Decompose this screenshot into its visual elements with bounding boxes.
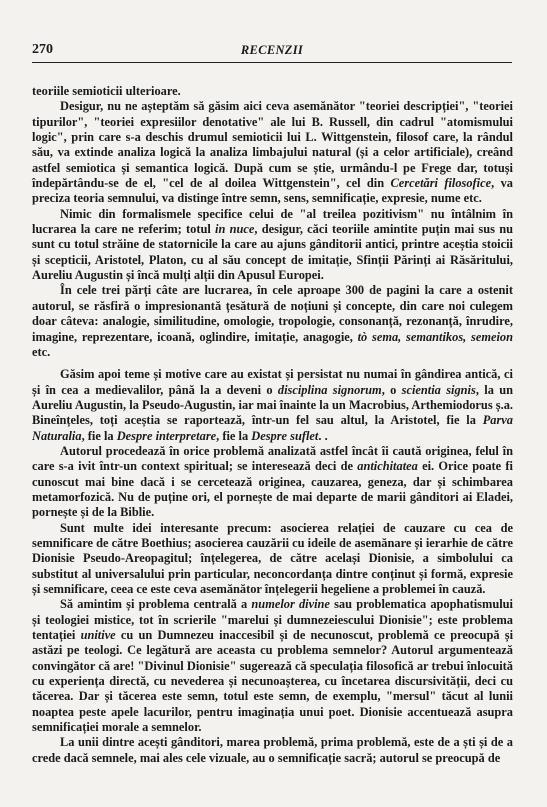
text-run: etc. bbox=[32, 344, 51, 359]
page-header bbox=[32, 42, 512, 62]
italic-text: Parva Naturalia bbox=[32, 413, 513, 443]
paragraph bbox=[32, 367, 513, 444]
text-run: ei. Orice poate fi cunoscut mai bine dacă i se cercetează originea, cauzarea, geneza, dar și schimbarea metamorfozică. Nu de puține ori, el pornește de mai departe de marii gânditori ai Eladei, pornește și de la Biblie. bbox=[32, 459, 513, 520]
paragraph bbox=[32, 735, 513, 766]
body-text bbox=[32, 84, 513, 766]
text-run: La unii dintre acești gânditori, marea problemă, prima problemă, este de a ști și de a crede dacă semnele, mai ales cele vizuale, au o semnificație sacră; autorul se preocupă de bbox=[32, 735, 513, 765]
italic-text: antichitatea bbox=[357, 459, 418, 474]
running-title: RECENZII bbox=[240, 43, 304, 57]
paragraph bbox=[32, 99, 513, 206]
text-run: , fie la bbox=[216, 428, 252, 443]
italic-text: unitive bbox=[80, 628, 116, 643]
italic-text: Cercetări filosofice bbox=[390, 176, 492, 191]
text-run: sau problematica apophatismului și teologiei mistice, tot în scrierile "marelui și dumnezeiescului Dionisie"; este problema tentației bbox=[32, 597, 513, 643]
italic-text: numelor divine bbox=[251, 597, 330, 612]
text-run: În cele trei părți câte are lucrarea, în cele aproape 300 de pagini la care a ostenit autorul, se răsfiră o impresionantă țesătură de noțiuni și concepte, din care noi culegem doar câteva: analogie, similitudine, omologie, tropologie, consonanță, rezonanță, înrudire, imagine, reprezentare, icoană, oglindire, imitație, anagogie, bbox=[32, 283, 513, 344]
text-run: Desigur, nu ne așteptăm să găsim aici ceva asemănător "teoriei descripției", "teoriei tipurilor", "teoriei expresiilor denotative" ale lui B. Russell, din cadrul "atomismului logic", prin care s-a deschis drumul semioticii lui L. Wittgenstein, filosof care, la rândul său, va extinde analiza logică la analiza limbajului natural (și a celor artificiale), creând astfel semiotica și semantica logică. După cum se știe, urmându-l pe Frege dar, totuși îndepărtându-se de el, "cel de al doilea Wittgenstein", cel din bbox=[32, 99, 513, 191]
paragraph bbox=[32, 444, 513, 521]
text-run: Autorul procedează în orice problemă analizată astfel încât îi caută originea, felul în care s-a ivit într-un context spiritual; se interesează deci de bbox=[32, 443, 513, 474]
text-run: . . bbox=[318, 428, 328, 443]
header-rule bbox=[32, 62, 512, 63]
text-run: Găsim apoi teme și motive care au existat și persistat nu numai în gândirea antică, ci și în cea a medievalilor, până la a deveni o bbox=[32, 367, 513, 397]
text-run: cu un Dumnezeu inaccesibil și de necunoscut, problemă ce preocupă și astăzi pe teologi. Ce legătură are aceasta cu problema semnelor? Autorul argumentează convingător că are! "Divinul Dionisie" sugerează că speculația filosofică ar trebui înlocuită cu experiența directă, cu nevederea și necunoașterea, cu încetarea discursivității, deci cu tăcerea. Dar și tăcerea este semn, totul este semn, de exemplu, "mersul" tăcut al lunii noaptea peste apele lacurilor, pentru imaginația unui poet. Dionisie accentuează asupra semnificației morale a semnelor. bbox=[32, 628, 514, 735]
text-run: teoriile semioticii ulterioare. bbox=[32, 84, 181, 98]
text-run: Să amintim și problema centrală a bbox=[60, 597, 252, 612]
italic-text: disciplina signorum bbox=[277, 382, 382, 397]
text-run: , va preciza teoria semnului, va distinge între semn, sens, semnificație, expresie, nume etc. bbox=[32, 176, 513, 206]
text-run: Nimic din formalismele specifice celui de "al treilea pozitivism" nu întâlnim în lucrarea la care ne referim; totul bbox=[32, 206, 513, 237]
italic-text: scientia signis bbox=[401, 382, 476, 397]
paragraph bbox=[32, 521, 513, 598]
italic-text: Despre interpretare bbox=[116, 428, 217, 443]
italic-text: tò sema, semantikos, semeion bbox=[357, 329, 513, 344]
italic-text: in nuce bbox=[215, 222, 255, 237]
paragraph bbox=[32, 84, 513, 99]
text-run: , la un Aureliu Augustin, la Pseudo-Augustin, iar mai înainte la un Macrobius, Arthemiodorus ș.a. Bineînțeles, toți aceștia se raportează, într-un fel sau altul, la Aristotel, fie la bbox=[32, 382, 513, 428]
paragraph bbox=[32, 207, 513, 284]
paragraph bbox=[32, 597, 513, 735]
text-run: Sunt multe idei interesante precum: asocierea relației de cauzare cu cea de semnificare de către Boethius; asocierea cauzării cu ideile de asemănare și ierarhie de către Dionisie Pseudo-Areopagitul; înțelegerea, de către același Dionisie, a simbolului ca substitut al universalului prin particular, neconcordanța dintre conținut și formă, expresie și semnificare, ceea ce este ceva asemănător înțelegerii hegeliene a problemei în cauză. bbox=[32, 520, 513, 596]
page-number: 270 bbox=[32, 42, 53, 57]
text-run: , o bbox=[381, 382, 402, 397]
text-run: , fie la bbox=[81, 428, 117, 443]
italic-text: Despre suflet bbox=[251, 428, 319, 443]
text-run: , desigur, căci teoriile amintite puțin mai sus nu sunt cu totul străine de statornicile la care au ajuns gânditorii antici, printre aceștia stoicii și scepticii, Aristotel, Platon, cu al său concept de imitație, Sfinții Părinți ai Răsăritului, Aureliu Augustin și încă mulți alții din Apusul Europei. bbox=[32, 222, 513, 283]
paragraph bbox=[32, 283, 513, 360]
